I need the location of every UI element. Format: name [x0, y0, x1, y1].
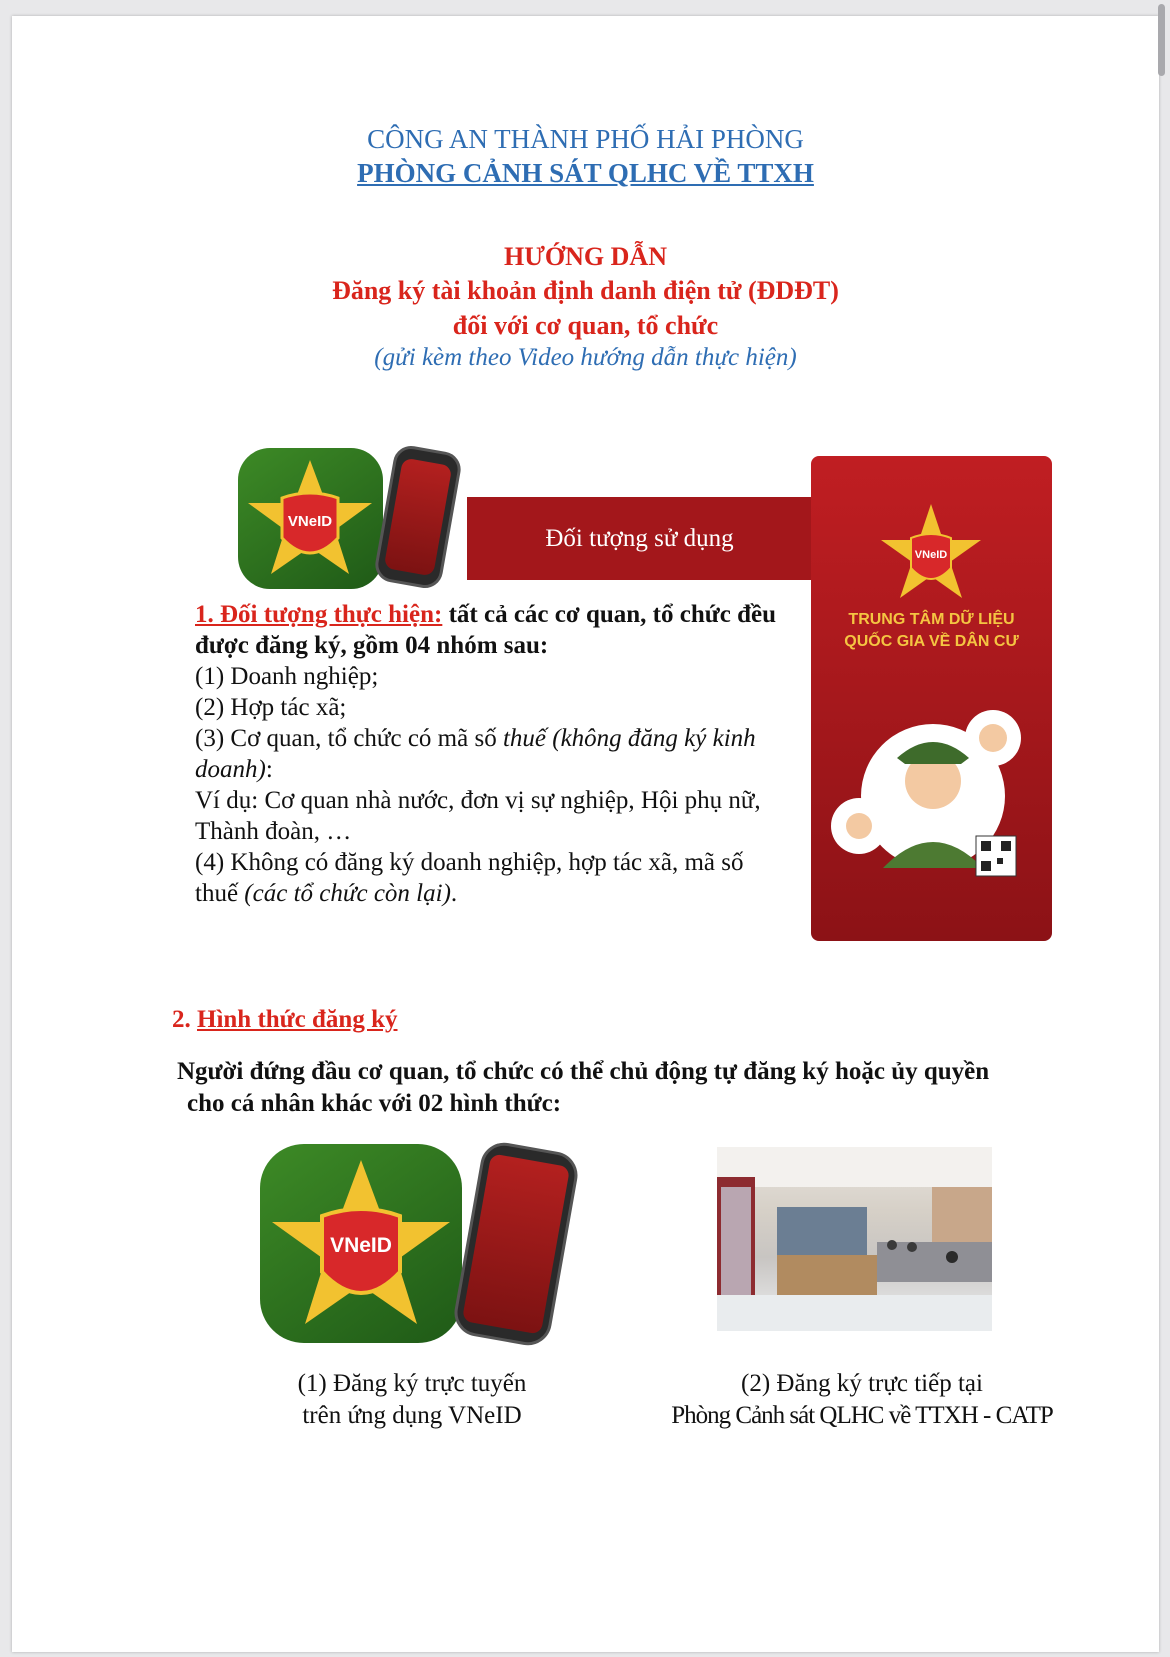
group-item-1: (1) Doanh nghiệp; [195, 663, 379, 690]
card-title-line2: QUỐC GIA VỀ DÂN CƯ [844, 633, 1019, 650]
org-name: CÔNG AN THÀNH PHỐ HẢI PHÒNG [367, 124, 804, 154]
doc-title-line2: Đăng ký tài khoản định danh điện tử (ĐDĐT) [332, 276, 839, 305]
section1-text [195, 599, 790, 909]
document-page [12, 16, 1159, 1652]
section2-heading [172, 1006, 398, 1034]
office-photo [717, 1147, 992, 1331]
group-item-3b: thuế (không đăng ký kinh doanh) [195, 725, 756, 783]
doc-subtitle: (gửi kèm theo Video hướng dẫn thực hiện) [374, 344, 797, 371]
option2-line2: Phòng Cảnh sát QLHC về TTXH - CATP [671, 1402, 1053, 1429]
data-center-card [811, 456, 1052, 941]
group-item-4b: (các tổ chức còn lại) [244, 880, 451, 907]
section2-intro-line2: cho cá nhân khác với 02 hình thức: [187, 1090, 562, 1117]
phone-image-large [451, 1139, 582, 1349]
doc-title-line3: đối với cơ quan, tổ chức [452, 311, 719, 340]
doc-title: HƯỚNG DẪN [504, 242, 667, 271]
section2-intro [177, 1056, 1077, 1120]
group-item-3a: (3) Cơ quan, tổ chức có mã số [195, 725, 503, 752]
group-item-3c: : [265, 756, 273, 783]
section-banner: Đối tượng sử dụng [467, 497, 812, 580]
group-item-4a: (4) Không có đăng ký doanh nghiệp, hợp tác xã, mã số thuế [195, 849, 744, 907]
option2-caption [642, 1368, 1082, 1432]
app-icon-label: VNeID [287, 513, 333, 530]
example-text: Ví dụ: Cơ quan nhà nước, đơn vị sự nghiệp, Hội phụ nữ, Thành đoàn, … [195, 787, 761, 845]
department-name: PHÒNG CẢNH SÁT QLHC VỀ TTXH [357, 158, 814, 188]
phone-image [373, 443, 464, 591]
section1-heading: 1. Đối tượng thực hiện: [195, 601, 443, 628]
group-item-4c: . [450, 880, 458, 907]
section2-number: 2. [172, 1006, 197, 1033]
card-emblem-label: VNeID [914, 549, 948, 561]
card-title-line1: TRUNG TÂM DỮ LIỆU [848, 611, 1015, 628]
option1-line1: (1) Đăng ký trực tuyến [297, 1370, 527, 1397]
group-item-2: (2) Hợp tác xã; [195, 694, 347, 721]
option1-caption [242, 1368, 582, 1432]
vneid-app-icon [238, 448, 383, 589]
option2-line1: (2) Đăng ký trực tiếp tại [741, 1370, 983, 1397]
section1-intro: tất cả các cơ quan, tổ chức đều được đăng ký, gồm 04 nhóm sau: [195, 601, 776, 659]
large-app-icon-label: VNeID [330, 1234, 392, 1257]
section2-intro-line1: Người đứng đầu cơ quan, tổ chức có thể chủ động tự đăng ký hoặc ủy quyền [177, 1058, 990, 1085]
scrollbar[interactable] [1155, 0, 1167, 1657]
officer-illustration-icon [811, 686, 1052, 886]
vneid-app-icon-large [260, 1144, 462, 1343]
option1-line2-text: trên ứng dụng VNeID [302, 1402, 522, 1429]
section2-title: Hình thức đăng ký [197, 1006, 398, 1033]
scrollbar-thumb[interactable] [1158, 4, 1165, 76]
